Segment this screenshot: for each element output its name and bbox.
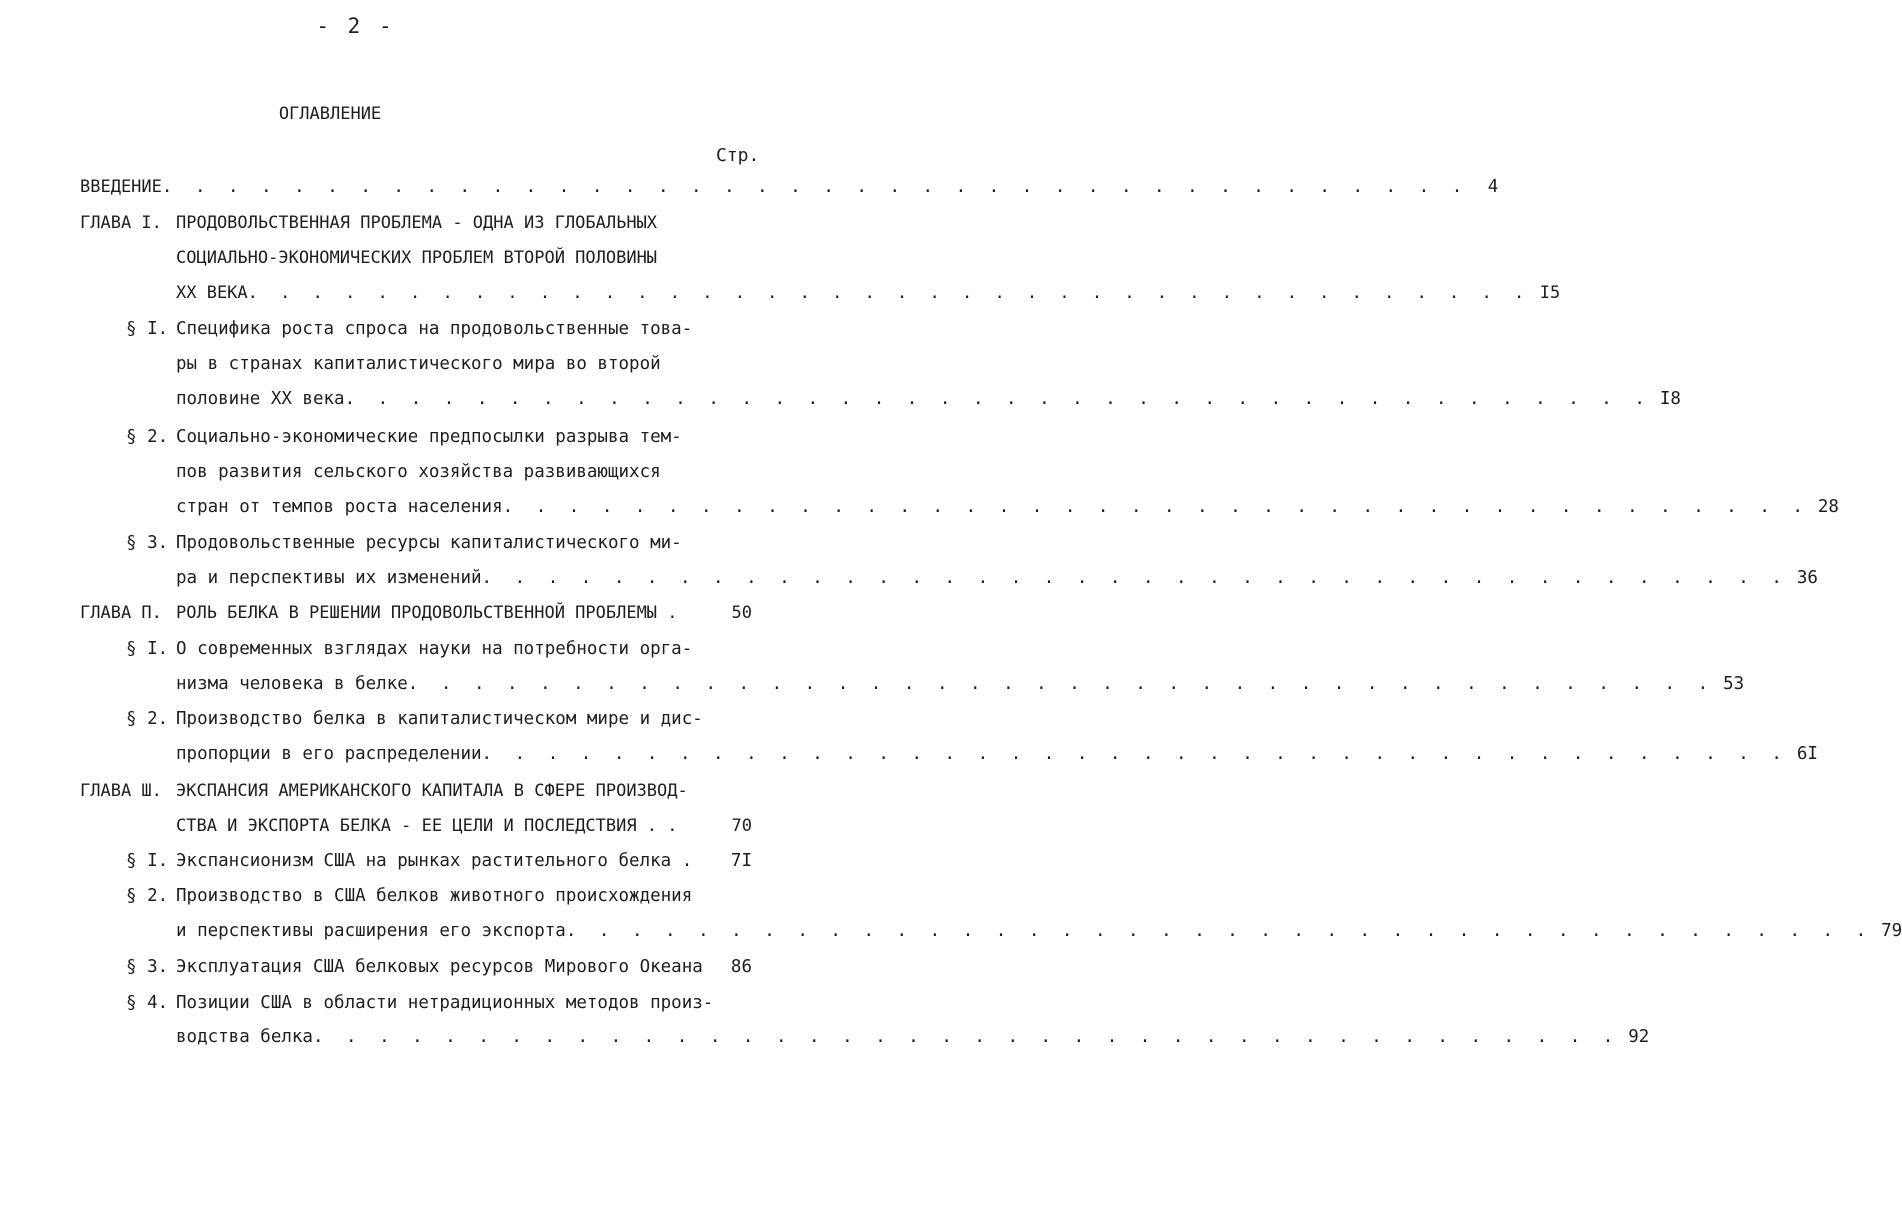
dot-leader: . . . . . . . . . . . . . . . . . . . . . . . . . . . . . . . . . . . . . . . . [344, 389, 1651, 409]
toc-entry-text: СОЦИАЛЬНО-ЭКОНОМИЧЕСКИХ ПРОБЛЕМ ВТОРОЙ ПОЛОВИНЫ [176, 248, 658, 268]
section-title-line [176, 634, 752, 664]
toc-entry-text: Социально-экономические предпосылки разрыва тем- [176, 427, 682, 447]
toc-entry-text: пропорции в его распределении [176, 744, 482, 764]
section-title-line [176, 881, 752, 911]
toc-entry-text: Продовольственные ресурсы капиталистического ми- [176, 533, 682, 553]
toc-entry-text: водства белка [176, 1027, 313, 1047]
toc-page-ref: 28 [1817, 497, 1839, 517]
toc-entry-text: РОЛЬ БЕЛКА В РЕШЕНИИ ПРОДОВОЛЬСТВЕННОЙ ПРОБЛЕМЫ . [176, 603, 678, 623]
toc-entry-text: Эксплуатация США белковых ресурсов Мирового Океана [176, 957, 703, 977]
toc-entry-text: Специфика роста спроса на продовольственные това- [176, 319, 693, 339]
toc-page-ref: I5 [1539, 283, 1561, 303]
section-title-line [176, 916, 1902, 946]
toc-page-ref: 92 [1628, 1027, 1650, 1047]
section-title-line [176, 384, 1681, 414]
toc-page-ref: 79 [1881, 921, 1902, 941]
page-column-label: Стр. [716, 145, 760, 166]
toc-entry-text: ПРОДОВОЛЬСТВЕННАЯ ПРОБЛЕМА - ОДНА ИЗ ГЛОБАЛЬНЫХ [176, 213, 658, 233]
chapter-label: ГЛАВА П. [80, 603, 162, 623]
section-title-line [176, 846, 752, 876]
chapter-label: ГЛАВА I. [80, 213, 162, 233]
toc-entry-introduction [80, 172, 1499, 202]
toc-entry-text: Экспансионизм США на рынках растительного белка . [176, 851, 693, 871]
section-label: § 3. [126, 957, 169, 977]
toc-page-ref: 53 [1723, 674, 1745, 694]
toc-page-ref: 6I [1796, 744, 1818, 764]
toc-page-ref: 50 [731, 603, 752, 623]
toc-entry-text: половине XX века [176, 389, 345, 409]
section-label: § I. [126, 319, 169, 339]
toc-page-ref: 70 [731, 816, 752, 836]
section-title-line [176, 669, 1745, 699]
section-title-line [176, 952, 752, 982]
dot-leader: . . . . . . . . . . . . . . . . . . . . . . . . . . . . . . . . . . . . . . . . [481, 568, 1788, 588]
section-title-line [176, 314, 752, 344]
dot-leader: . . . . . . . . . . . . . . . . . . . . . . . . . . . . . . . . . . . . . . . . [481, 744, 1788, 764]
section-title-line [176, 422, 752, 452]
toc-entry-text: низма человека в белке [176, 674, 408, 694]
section-label: § 4. [126, 993, 169, 1013]
dot-leader: . . . . . . . . . . . . . . . . . . . . . . . . . . . . . . . . . . . . . . . . [161, 177, 1469, 197]
toc-entry-text: ВВЕДЕНИЕ [80, 177, 162, 197]
toc-entry-text: и перспективы расширения его экспорта [176, 921, 566, 941]
toc-entry-text: Позиции США в области нетрадиционных методов произ- [176, 993, 714, 1013]
toc-entry-text: Производство белка в капиталистическом мире и дис- [176, 709, 703, 729]
toc-entry-text: ра и перспективы их изменений [176, 568, 482, 588]
section-title-line [176, 704, 752, 734]
dot-leader: . . . . . . . . . . . . . . . . . . . . . . . . . . . . . . . . . . . . . . . . [312, 1027, 1620, 1047]
chapter-label: ГЛАВА Ш. [80, 781, 162, 801]
chapter-title-line [176, 243, 752, 273]
section-label: § 2. [126, 886, 169, 906]
chapter-title-line [176, 278, 1561, 308]
section-title-line [176, 739, 1818, 769]
section-label: § I. [126, 639, 169, 659]
dot-leader: . . . . . . . . . . . . . . . . . . . . . . . . . . . . . . . . . . . . . . . . [247, 283, 1531, 303]
toc-entry-text: стран от темпов роста населения [176, 497, 503, 517]
toc-page-ref: 86 [730, 957, 752, 977]
page-number: - 2 - [316, 14, 395, 38]
section-title-line [176, 563, 1818, 593]
section-label: § 3. [126, 533, 169, 553]
dot-leader: . . . . . . . . . . . . . . . . . . . . . . . . . . . . . . . . . . . . . . . . [565, 921, 1873, 941]
toc-entry-text: Производство в США белков животного происхождения [176, 886, 693, 906]
toc-entry-text: О современных взглядах науки на потребности орга- [176, 639, 693, 659]
chapter-title-line [176, 776, 752, 806]
section-title-line [176, 1022, 1650, 1052]
chapter-title-line [176, 598, 752, 628]
section-title-line [176, 988, 752, 1018]
section-label: § I. [126, 851, 169, 871]
toc-page-ref: 36 [1796, 568, 1818, 588]
chapter-title-line [176, 811, 752, 841]
section-title-line [176, 457, 752, 487]
dot-leader: . . . . . . . . . . . . . . . . . . . . . . . . . . . . . . . . . . . . . . . . [407, 674, 1715, 694]
section-label: § 2. [126, 427, 169, 447]
section-title-line [176, 492, 1839, 522]
toc-entry-text: пов развития сельского хозяйства развивающихся [176, 462, 661, 482]
chapter-title-line [176, 208, 752, 238]
toc-title: ОГЛАВЛЕНИЕ [278, 104, 382, 124]
toc-page-ref: I8 [1659, 389, 1681, 409]
section-label: § 2. [126, 709, 169, 729]
toc-page-ref: 4 [1487, 177, 1499, 197]
dot-leader: . . . . . . . . . . . . . . . . . . . . . . . . . . . . . . . . . . . . . . . . [502, 497, 1809, 517]
section-title-line [176, 349, 752, 379]
toc-page-ref: 7I [730, 851, 752, 871]
toc-entry-text: ры в странах капиталистического мира во второй [176, 354, 661, 374]
toc-entry-text: СТВА И ЭКСПОРТА БЕЛКА - ЕЕ ЦЕЛИ И ПОСЛЕДСТВИЯ . . [176, 816, 678, 836]
section-title-line [176, 528, 752, 558]
toc-entry-text: ЭКСПАНСИЯ АМЕРИКАНСКОГО КАПИТАЛА В СФЕРЕ ПРОИЗВОД- [176, 781, 688, 801]
toc-entry-text: XX ВЕКА [176, 283, 248, 303]
